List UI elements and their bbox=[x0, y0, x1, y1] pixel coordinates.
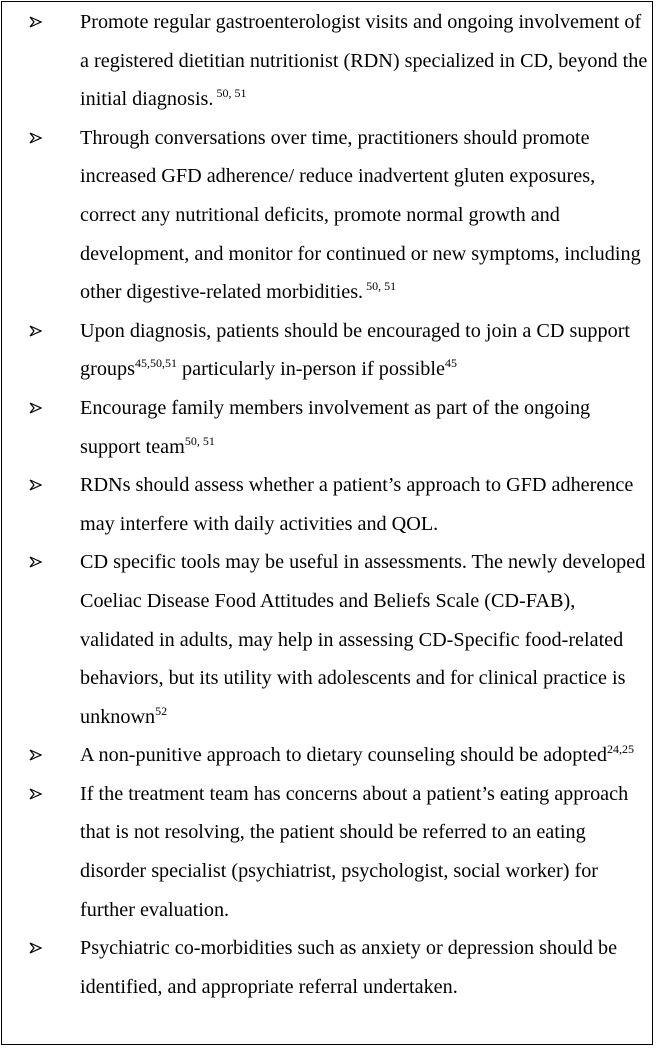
arrowhead-bullet-icon bbox=[28, 389, 48, 427]
arrowhead-bullet-icon bbox=[28, 543, 48, 581]
citation-superscript: 45 bbox=[444, 356, 457, 371]
arrowhead-bullet-icon bbox=[28, 929, 48, 967]
arrowhead-bullet-icon bbox=[28, 736, 48, 774]
citation-superscript: 50, 51 bbox=[213, 86, 247, 101]
item-text: Through conversations over time, practitioners should promote increased GFD adherence/ reduce inadvertent gluten exposures, correct any nutritional deficits, promote normal growth and development, and monitor for continued or new symptoms, including other digestive-related morbidities. bbox=[80, 126, 641, 304]
arrowhead-bullet-icon bbox=[28, 312, 48, 350]
item-text: A non-punitive approach to dietary counseling should be adopted bbox=[80, 744, 607, 767]
arrowhead-bullet-icon bbox=[28, 119, 48, 157]
arrowhead-bullet-icon bbox=[28, 3, 48, 41]
citation-superscript: 50, 51 bbox=[184, 433, 215, 448]
list-item bbox=[28, 3, 650, 119]
list-item bbox=[28, 736, 650, 775]
list-item bbox=[28, 389, 650, 466]
recommendation-list bbox=[28, 3, 650, 1006]
arrowhead-bullet-icon bbox=[28, 466, 48, 504]
item-text: Upon diagnosis, patients should be encouraged to join a CD support groups bbox=[80, 319, 631, 381]
citation-superscript: 24,25 bbox=[607, 742, 634, 757]
item-text: Psychiatric co-morbidities such as anxiety or depression should be identified, and appropriate referral undertaken. bbox=[80, 937, 618, 998]
list-item bbox=[28, 929, 650, 1006]
list-item bbox=[28, 775, 650, 929]
arrowhead-bullet-icon bbox=[28, 775, 48, 813]
citation-superscript: 52 bbox=[155, 703, 168, 718]
citation-superscript: 50, 51 bbox=[363, 279, 397, 294]
item-text: RDNs should assess whether a patient’s approach to GFD adherence may interfere with daily activities and QOL. bbox=[80, 474, 634, 535]
item-text-continued: particularly in-person if possible bbox=[176, 358, 445, 381]
citation-superscript: 45,50,51 bbox=[134, 356, 177, 371]
item-text: Promote regular gastroenterologist visits and ongoing involvement of a registered dietitian nutritionist (RDN) specialized in CD, beyond the initial diagnosis. bbox=[80, 11, 648, 111]
item-text: Encourage family members involvement as part of the ongoing support team bbox=[80, 396, 591, 458]
item-text: If the treatment team has concerns about a patient’s eating approach that is not resolving, the patient should be referred to an eating disorder specialist (psychiatrist, psychologist, social worker) for further evaluation. bbox=[80, 782, 629, 921]
list-item bbox=[28, 543, 650, 736]
list-item bbox=[28, 312, 650, 389]
item-text: CD specific tools may be useful in assessments. The newly developed Coeliac Disease Food Attitudes and Beliefs Scale (CD-FAB), validated in adults, may help in assessing CD-Specific food-related behaviors, but its utility with adolescents and for clinical practice is unknown bbox=[80, 551, 646, 728]
list-item bbox=[28, 119, 650, 312]
list-item bbox=[28, 466, 650, 543]
